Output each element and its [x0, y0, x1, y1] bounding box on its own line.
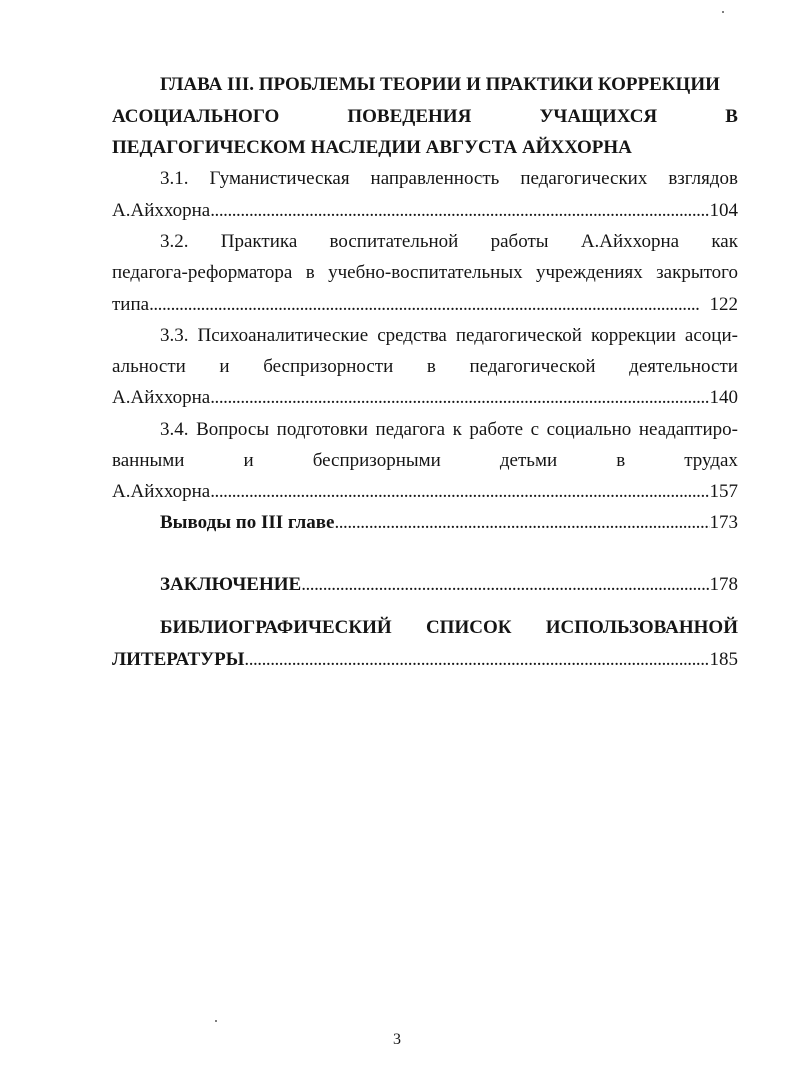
toc-word: 3.4. [160, 419, 189, 440]
dot-leader [334, 510, 709, 536]
page-number: 3 [393, 1031, 401, 1048]
toc-word: педагогической [469, 356, 596, 377]
toc-entry-3-4-line-1 [160, 417, 738, 443]
dot-leader [149, 292, 709, 318]
toc-word: в [616, 450, 626, 471]
toc-word: средства [377, 325, 447, 346]
toc-entry-bibliography-line-1 [160, 615, 738, 641]
toc-entry-3-4-line-3 [112, 479, 738, 505]
toc-word: 3.2. [160, 231, 189, 252]
toc-word: социально [546, 419, 632, 440]
toc-word: трудах [684, 450, 738, 471]
toc-entry-3-3-line-2 [112, 354, 738, 380]
toc-word: неадаптиро- [638, 419, 738, 440]
toc-word: педагога-реформатора [112, 262, 293, 283]
chapter-title-text-1: ГЛАВА III. ПРОБЛЕМЫ ТЕОРИИ И ПРАКТИКИ КОРРЕКЦИИ [160, 74, 720, 95]
toc-word: коррекции [590, 325, 676, 346]
toc-word: Вопросы [196, 419, 270, 440]
toc-entry-3-1-line-1 [160, 166, 738, 192]
chapter-title-word: УЧАЩИХСЯ [539, 106, 658, 127]
toc-word: беспризорности [263, 356, 394, 377]
toc-word: с [530, 419, 540, 440]
chapter-title-word: ПОВЕДЕНИЯ [347, 106, 472, 127]
toc-word: работы [490, 231, 549, 252]
toc-word: работе [469, 419, 524, 440]
toc-word: деятельности [629, 356, 738, 377]
toc-word: детьми [499, 450, 558, 471]
toc-page-number: 178 [709, 574, 738, 595]
scan-speck [722, 11, 724, 13]
toc-word: и [219, 356, 230, 377]
chapter-title-text-3: ПЕДАГОГИЧЕСКОМ НАСЛЕДИИ АВГУСТА АЙХХОРНА [112, 137, 632, 158]
chapter-title-line-2 [112, 104, 738, 130]
toc-word: как [711, 231, 738, 252]
toc-page-number: 140 [709, 387, 738, 408]
scan-speck [215, 1020, 217, 1022]
toc-entry-3-4-line-2 [112, 448, 738, 474]
toc-word: педагога [375, 419, 446, 440]
toc-entry-text: А.Айххорна [112, 481, 211, 502]
toc-entry-text: ЛИТЕРАТУРЫ [112, 649, 245, 670]
toc-word: альности [112, 356, 186, 377]
dot-leader [210, 198, 709, 224]
toc-word: беспризорными [312, 450, 441, 471]
toc-word: направленность [370, 168, 500, 189]
toc-entry-text: А.Айххорна [112, 387, 211, 408]
toc-entry-3-2-line-2 [112, 260, 738, 286]
toc-entry-text: А.Айххорна [112, 200, 211, 221]
toc-word: Психоаналитические [197, 325, 369, 346]
toc-entry-3-2-line-1 [160, 229, 738, 255]
toc-page-number: 185 [709, 649, 738, 670]
toc-word: ИСПОЛЬЗОВАННОЙ [545, 617, 738, 638]
dot-leader [210, 385, 709, 411]
toc-word: БИБЛИОГРАФИЧЕСКИЙ [160, 617, 392, 638]
toc-word: закрытого [656, 262, 738, 283]
toc-word: Гуманистическая [209, 168, 350, 189]
toc-word: в [426, 356, 436, 377]
toc-word: учебно-воспитательных [328, 262, 523, 283]
toc-word: ванными [112, 450, 185, 471]
toc-word: в [305, 262, 315, 283]
toc-word: учреждениях [535, 262, 643, 283]
toc-word: СПИСОК [425, 617, 512, 638]
toc-entry-bibliography-line-2 [112, 647, 738, 673]
toc-word: 3.1. [160, 168, 189, 189]
chapter-title-word: В [725, 106, 738, 127]
toc-word: А.Айххорна [580, 231, 680, 252]
toc-entry-3-3-line-1 [160, 323, 738, 349]
chapter-title-line-3 [112, 135, 738, 161]
toc-word: взглядов [668, 168, 738, 189]
toc-page-number: 104 [709, 200, 738, 221]
toc-entry-3-3-line-3 [112, 385, 738, 411]
dot-leader [210, 479, 709, 505]
toc-entry-text: ЗАКЛЮЧЕНИЕ [160, 574, 302, 595]
toc-word: подготовки [276, 419, 368, 440]
toc-entry-text: типа [112, 294, 150, 315]
toc-word: педагогических [520, 168, 648, 189]
toc-word: асоци- [684, 325, 738, 346]
chapter-title-line-1 [160, 72, 738, 98]
toc-entry-conclusions [160, 510, 738, 536]
toc-word: 3.3. [160, 325, 189, 346]
toc-entry-text: Выводы по III главе [160, 512, 335, 533]
toc-word: к [452, 419, 462, 440]
toc-word: Практика [220, 231, 298, 252]
toc-entry-3-2-line-3 [112, 292, 738, 318]
toc-word: воспитательной [329, 231, 459, 252]
toc-word: и [243, 450, 254, 471]
toc-page-number: 173 [709, 512, 738, 533]
dot-leader [244, 647, 709, 673]
chapter-title-word: АСОЦИАЛЬНОГО [112, 106, 280, 127]
toc-word: педагогической [455, 325, 582, 346]
toc-page-number: 122 [709, 294, 738, 315]
toc-entry-3-1-line-2 [112, 198, 738, 224]
dot-leader [301, 572, 709, 598]
toc-entry-conclusion [160, 572, 738, 598]
toc-page-number: 157 [709, 481, 738, 502]
